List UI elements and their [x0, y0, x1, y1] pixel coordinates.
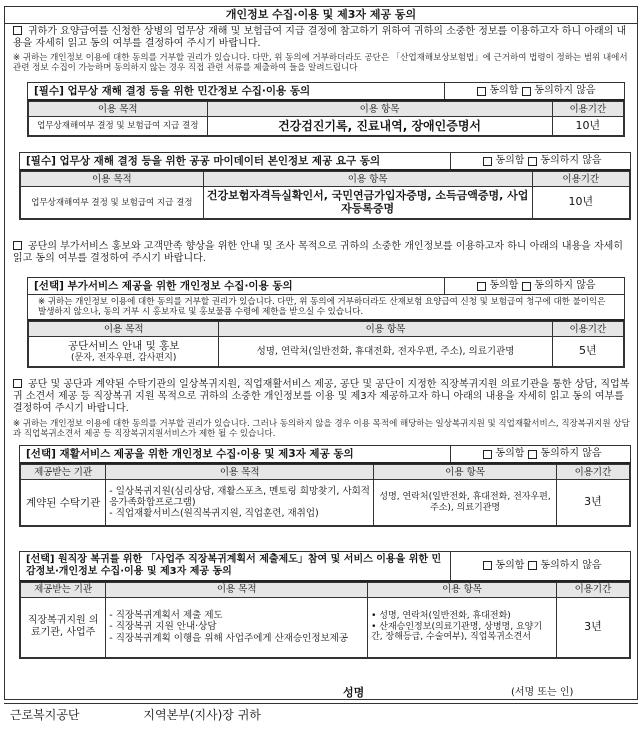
section-optional-rehab [19, 445, 631, 527]
signature-label: 성명 [343, 686, 365, 699]
period-cell: 3년 [556, 480, 629, 526]
section-title: [선택] 부가서비스 제공을 위한 개인정보 수집·이용 동의 [34, 280, 293, 292]
col-header: 이용기간 [556, 582, 629, 597]
period-cell: 3년 [556, 597, 629, 657]
section-title: [필수] 업무상 재해 결정 등을 위한 민간정보 수집·이용 동의 [34, 85, 311, 97]
disagree-checkbox[interactable] [522, 87, 531, 96]
disagree-checkbox[interactable] [522, 282, 531, 291]
section-table [28, 101, 624, 136]
form-title: 개인정보 수집·이용 및 제3자 제공 동의 [5, 7, 637, 24]
section-required-mydata [19, 152, 631, 220]
purpose-cell: - 일상복귀지원(심리상담, 재활스포츠, 멘토링 희망찾기, 사회적응가족화합프로그램) - 직업재활서비스(원직복귀지원, 직업훈련, 재취업) [106, 480, 374, 526]
section-required-private [27, 82, 625, 137]
items-cell: 건강검진기록, 진료내역, 장애인증명서 [207, 117, 552, 136]
col-header: 이용기간 [552, 322, 623, 337]
office-name: 지역본부(지사)장 귀하 [143, 708, 261, 722]
section-title: [선택] 재활서비스 제공을 위한 개인정보 수집·이용 및 제3자 제공 동의 [26, 448, 354, 460]
recipient-line [10, 708, 321, 722]
section-note: ※ 귀하는 개인정보 이용에 대한 동의를 거부할 권리가 있습니다. 다만, 위 동의에 거부하더라도 산재보험 요양급여 신청 및 보험급여 청구에 대한 불이익은 발생하지 않으나, 동의 거부 시 홍보자료 및 홍보물품 수령에 제한을 받으실 수 있습니다. [28, 295, 624, 321]
consent-choice: 동의함 동의하지 않음 [450, 153, 630, 169]
purpose-cell: 공단서비스 안내 및 홍보 (문자, 전자우편, 감사편지) [29, 337, 219, 367]
bullet-box-icon [13, 241, 22, 250]
bullet-box-icon [13, 26, 22, 35]
col-header: 이용 항목 [374, 465, 557, 480]
purpose-cell: 업무상재해여부 결정 및 보험급여 지급 결정 [21, 187, 204, 219]
purpose-cell: - 직장복귀계획서 제출 제도 - 직장복귀 지원 안내·상담 - 직장복귀계획 이행을 위해 사업주에게 산재승인정보제공 [106, 597, 368, 657]
purpose-cell: 업무상재해여부 결정 및 보험급여 지급 결정 [29, 117, 208, 136]
return-note: ※ 귀하는 개인정보 이용에 대한 동의를 거부할 권리가 있습니다. 그러나 동의하지 않을 경우 이용 목적에 해당하는 일상복귀지원 및 직업재활서비스, 직장복귀지원 상담과 직업복귀소견서 제공 등 직장복귀지원서비스가 제한 될 수 있습니다. [13, 419, 630, 440]
consent-choice: 동의함 동의하지 않음 [450, 446, 630, 462]
agree-checkbox[interactable] [477, 87, 486, 96]
return-paragraph: 공단 및 공단과 계약된 수탁기관의 일상복귀지원, 직업재활서비스 제공, 공단 및 공단이 지정한 직장복귀지원 의료기관을 통한 상담, 직업복귀 소견서 제공 등 직장복귀 지원 목적으로 귀하의 소중한 개인정보를 이용 및 제3자 제공하고자 하니 아래의 내용을 자세히 읽고 동의 여부를 결정하여 주시기 바랍니다. [13, 379, 630, 414]
section-table [20, 582, 630, 658]
col-header: 이용 목적 [21, 172, 204, 187]
disagree-checkbox[interactable] [528, 450, 537, 459]
items-cell: 건강보험자격득실확인서, 국민연금가입자증명, 소득금액증명, 사업자등록증명 [203, 187, 532, 219]
section-table [28, 321, 624, 367]
agree-checkbox[interactable] [483, 561, 492, 570]
items-cell: 성명, 연락처(일반전화, 휴대전화, 전자우편, 주소), 의료기관명 [374, 480, 557, 526]
period-cell: 5년 [552, 337, 623, 367]
col-header: 이용 목적 [106, 582, 368, 597]
consent-choice: 동의함 동의하지 않음 [450, 552, 630, 580]
col-header: 이용기간 [556, 465, 629, 480]
section-optional-promo [27, 277, 625, 368]
col-header: 이용 목적 [29, 322, 219, 337]
section-table [20, 464, 630, 526]
section-table [20, 171, 630, 219]
disagree-checkbox[interactable] [528, 561, 537, 570]
col-header: 이용 항목 [219, 322, 552, 337]
org-name: 근로복지공단 [10, 708, 80, 722]
section-optional-return [19, 551, 631, 659]
consent-choice: 동의함 동의하지 않음 [444, 83, 624, 99]
col-header: 이용기간 [552, 102, 623, 117]
signature-hint: (서명 또는 인) [511, 687, 574, 698]
agree-checkbox[interactable] [483, 157, 492, 166]
org-cell: 직장복귀지원 의료기관, 사업주 [21, 597, 106, 657]
agree-checkbox[interactable] [477, 282, 486, 291]
col-header: 이용기간 [532, 172, 629, 187]
intro-paragraph: 귀하가 요양급여를 신청한 상병의 업무상 재해 및 보험급여 지급 결정에 참고하기 위하여 귀하의 소중한 정보를 이용하고자 하니 아래의 내용을 자세히 읽고 동의 여부를 결정하여 주시기 바랍니다. [13, 26, 627, 49]
col-header: 이용 항목 [203, 172, 532, 187]
col-header: 이용 항목 [368, 582, 557, 597]
items-cell: 성명, 연락처(일반전화, 휴대전화, 전자우편, 주소), 의료기관명 [219, 337, 552, 367]
col-header: 제공받는 기관 [21, 465, 106, 480]
divider [4, 703, 638, 704]
period-cell: 10년 [552, 117, 623, 136]
items-cell: • 성명, 연락처(일반전화, 휴대전화) • 산재승인정보(의료기관명, 상병명, 요양기간, 장해등급, 수술여부), 직업복귀소견서 [368, 597, 557, 657]
agree-checkbox[interactable] [483, 450, 492, 459]
org-cell: 계약된 수탁기관 [21, 480, 106, 526]
section-title: [필수] 업무상 재해 결정 등을 위한 공공 마이데이터 본인정보 제공 요구 동의 [26, 155, 381, 167]
col-header: 이용 목적 [29, 102, 208, 117]
bullet-box-icon [13, 379, 22, 388]
promo-paragraph: 공단의 부가서비스 홍보와 고객만족 향상을 위한 안내 및 조사 목적으로 귀하의 소중한 개인정보를 이용하고자 하니 아래의 내용을 자세히 읽고 동의 여부를 결정하여 주시기 바랍니다. [13, 241, 623, 264]
col-header: 이용 목적 [106, 465, 374, 480]
col-header: 제공받는 기관 [21, 582, 106, 597]
section-title: [선택] 원직장 복귀를 위한 「사업주 직장복귀계획서 제출제도」참여 및 서비스 이용을 위한 민감정보·개인정보 수집·이용 및 제3자 제공 동의 [26, 554, 442, 577]
intro-note: ※ 귀하는 개인정보 이용에 대한 동의를 거부할 권리가 있습니다. 다만, 위 동의에 거부하더라도 공단은 「산업재해보상보험법」에 근거하여 법령이 정하는 범위 내에서 관련 정보 수집이 가능하며 동의하지 않는 경우 직접 관련 서류를 제출하여 들을 알려드립니다 [13, 53, 628, 74]
consent-choice: 동의함 동의하지 않음 [444, 278, 624, 294]
col-header: 이용 항목 [207, 102, 552, 117]
disagree-checkbox[interactable] [528, 157, 537, 166]
period-cell: 10년 [532, 187, 629, 219]
consent-form [4, 6, 638, 700]
